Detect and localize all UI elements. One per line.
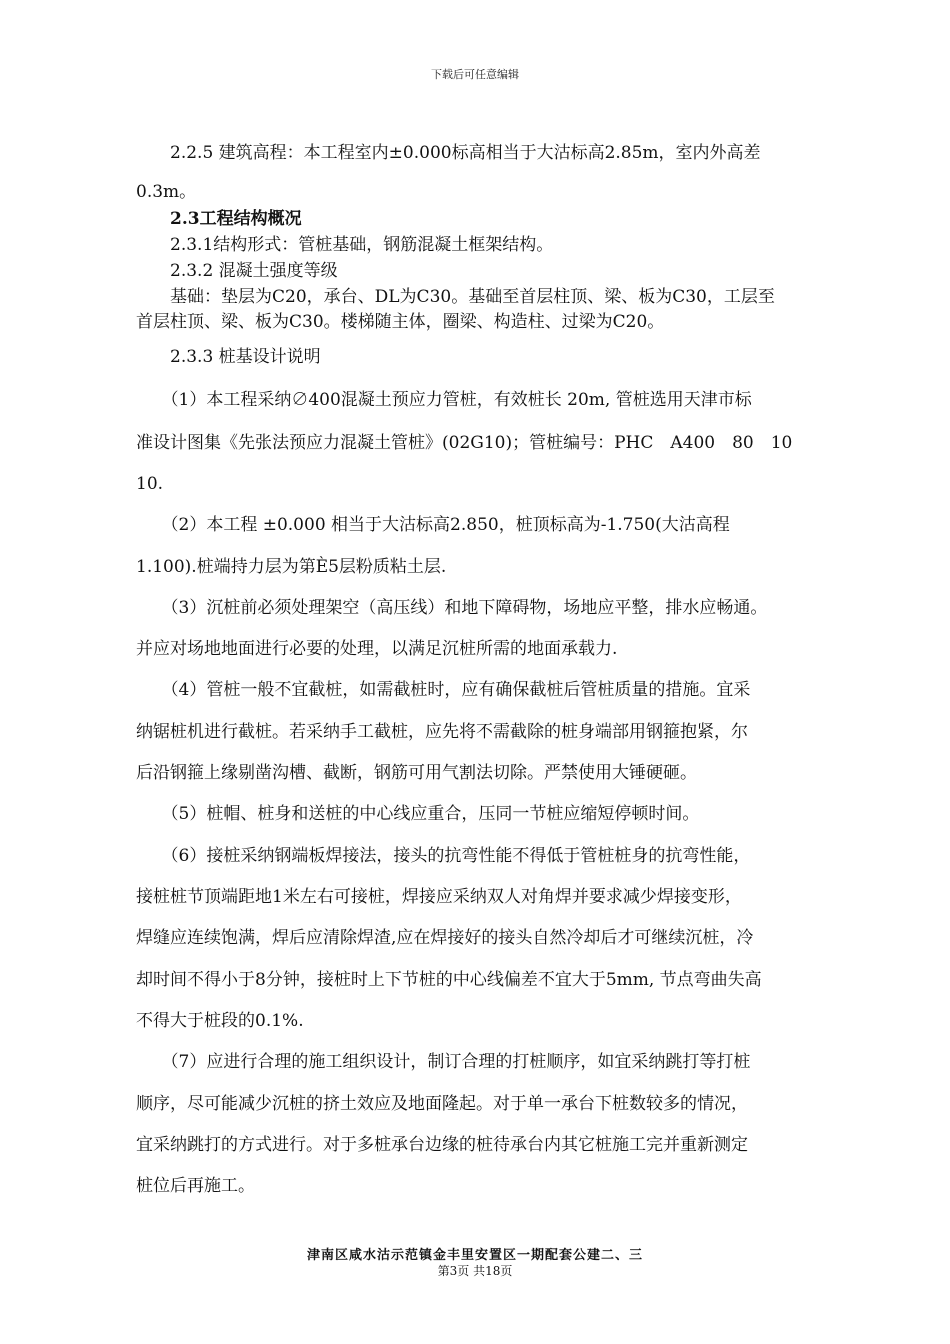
text-line: 1.100).桩端持力层为第È5层粉质粘土层. [136,557,447,577]
text-line: （6）接桩采纳钢端板焊接法，接头的抗弯性能不得低于管桩桩身的抗弯性能， [136,846,751,866]
section-heading: 2.3工程结构概况 [136,209,302,229]
text-line: 2.3.2 混凝土强度等级 [136,261,338,281]
text-line: 焊缝应连续饱满，焊后应清除焊渣,应在焊接好的接头自然冷却后才可继续沉桩，冷 [136,928,754,948]
footer-title: 津南区咸水沽示范镇金丰里安置区一期配套公建二、三 [306,1248,643,1263]
text-line: 2.3.1结构形式：管桩基础，钢筋混凝土框架结构。 [136,235,554,255]
page-number: 第3页 共18页 [437,1264,513,1278]
text-line: （1）本工程采纳∅400混凝土预应力管桩，有效桩长 20m, 管桩选用天津市标 [136,390,752,410]
text-line: （3）沉桩前必须处理架空（高压线）和地下障碍物，场地应平整，排水应畅通。 [136,598,768,618]
text-line: 首层柱顶、梁、板为C30。楼梯随主体，圈梁、构造柱、过梁为C20。 [136,312,665,332]
text-line: 基础：垫层为C20，承台、DL为C30。基础至首层柱顶、梁、板为C30，工层至 [136,287,775,307]
text-line: 却时间不得小于8分钟，接桩时上下节桩的中心线偏差不宜大于5mm, 节点弯曲失高 [136,970,762,990]
text-line: 10. [136,474,164,494]
text-line: 宜采纳跳打的方式进行。对于多桩承台边缘的桩待承台内其它桩施工完并重新测定 [136,1135,748,1155]
text-line: （7）应进行合理的施工组织设计，制订合理的打桩顺序，如宜采纳跳打等打桩 [136,1052,751,1072]
text-line: （4）管桩一般不宜截桩，如需截桩时，应有确保截桩后管桩质量的措施。宜采 [136,680,751,700]
text-line: 不得大于桩段的0.1%. [136,1011,304,1031]
text-line: （2）本工程 ±0.000 相当于大沽标高2.850，桩顶标高为-1.750(大沽高程 [136,515,730,535]
text-line: （5）桩帽、桩身和送桩的中心线应重合，压同一节桩应缩短停顿时间。 [136,804,700,824]
text-line: 2.3.3 桩基设计说明 [136,347,321,367]
text-line: 后沿钢箍上缘剔凿沟槽、截断，钢筋可用气割法切除。严禁使用大锤硬砸。 [136,763,697,783]
header-note: 下载后可任意编辑 [431,68,519,81]
text-line: 桩位后再施工。 [136,1176,255,1196]
text-line: 2.2.5 建筑高程：本工程室内±0.000标高相当于大沽标高2.85m，室内外高差 [136,143,761,163]
text-line: 0.3m。 [136,182,197,202]
text-line: 纳锯桩机进行截桩。若采纳手工截桩，应先将不需截除的桩身端部用钢箍抱紧，尔 [136,722,748,742]
text-line: 顺序，尽可能减少沉桩的挤土效应及地面隆起。对于单一承台下桩数较多的情况， [136,1094,748,1114]
text-line: 准设计图集《先张法预应力混凝土管桩》(02G10)；管桩编号：PHC A400 80 10 [136,433,793,453]
text-line: 接桩桩节顶端距地1米左右可接桩，焊接应采纳双人对角焊并要求减少焊接变形， [136,887,742,907]
text-line: 并应对场地地面进行必要的处理，以满足沉桩所需的地面承载力. [136,639,618,659]
